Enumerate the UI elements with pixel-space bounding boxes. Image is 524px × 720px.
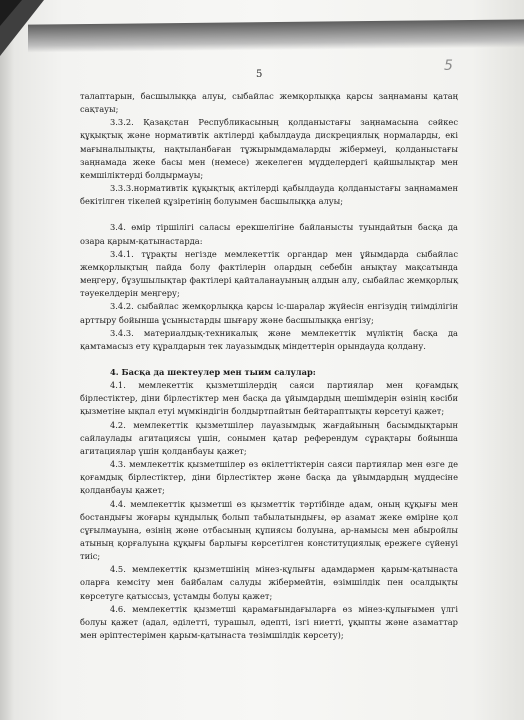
- paragraph-4-3: 4.3. мемлекеттік қызметшілер өз өкілеттіктерін саяси партиялар мен өзге де қоғамдық бірлестіктер, діни бірлестіктер және басқа да ұйымдардың мүддесіне қолданбауы қажет;: [80, 459, 458, 496]
- paragraph-4-5: 4.5. мемлекеттік қызметшінің мінез-құлығы адамдармен қарым-қатынаста оларға кемсіту мен байбалам салуды жібермейтін, өзімшілдік пен осалдықты көрсетуге қатыссыз, ұстамды болуы қажет;: [80, 564, 458, 601]
- paragraph-3-3-3: 3.3.3.нормативтік құқықтық актілерді қабылдауда қолданыстағы заңнамамен бекітілген тікелей құзіретінің болуымен басшылыққа алуы;: [80, 183, 458, 207]
- paragraph-4-4: 4.4. мемлекеттік қызметші өз қызметтік тәртібінде адам, оның құқығы мен бостандығы жоғары құндылық болып табылатындығы, әр азамат жеке өміріне қол сұғылмауына, өзінің және отбасының құпиясы болуына, ар-намысы мен абыройлы атының қорғалуына құқығы барлығы көрсетілген конституциялық ережеге сүйенуі тиіс;: [80, 498, 458, 562]
- paragraph-4-6: 4.6. мемлекеттік қызметші қарамағындағыларға өз мінез-құлығымен үлгі болуы қажет (адал, әділетті, турашыл, әдепті, ізгі ниетті, ұқыпты және азаматтар мен әріптестерімен қарым-қатынаста төзімшілдік көрсету);: [80, 603, 458, 641]
- paragraph-4-1: 4.1. мемлекеттік қызметшілердің саяси партиялар мен қоғамдық бірлестіктер, діни бірлестіктер мен басқа да ұйымдардың шешімдерін өзінің кәсіби қызметіне ықпал етуі мүмкіндігін болдыртпайтын бейтараптықты көрсетуі қажет;: [80, 380, 458, 417]
- page-number: 5: [256, 69, 263, 80]
- paragraph-3-4-1: 3.4.1. тұрақты негізде мемлекеттік органдар мен ұйымдарда сыбайлас жемқорлықтың пайда болу фактілерін олардың себебін анықтау мақсатында меңгеру, бұзушылықтар фактілері қайталанауының алдын алу, сыбайлас жемқорлық тәуекелдерін меңгеру;: [80, 248, 458, 299]
- document-body: [80, 90, 458, 642]
- paragraph-3-3-2: 3.3.2. Қазақстан Республикасының қолданыстағы заңнамасына сәйкес құқықтық және нормативтік актілерді қабылдауда дискрециялық нормаларды, екі мағыналылықты, нақтыланбаған тұжырымдамаларды жібермеуі, қолданыстағы заңнамада жеке басы мен (немесе) жекелеген мүдделердегі қайшылықтар мен кемшіліктерді болдырмауы;: [80, 117, 458, 180]
- section-4-heading: 4. Басқа да шектеулер мен тыим салулар:: [110, 366, 316, 377]
- paragraph-continuation: талаптарын, басшылыққа алуы, сыбайлас жемқорлыққа қарсы заңнаманы қатаң сақтауы;: [80, 91, 458, 115]
- folded-corner-inner: [0, 0, 22, 26]
- scan-left-shadow: [0, 40, 14, 720]
- paragraph-4-2: 4.2. мемлекеттік қызметшілер лауазымдық жағдайының басымдықтарын сайлаулады агитациясы үшін, сонымен қатар референдум сұрақтары бойынша агитациялар үшін қолданбауы қажет;: [80, 419, 458, 456]
- paragraph-3-4-3: 3.4.3. материалдық-техникалық және мемлекеттік мүліктің басқа да қамтамасыз ету құралдарын тек лауазымдық міндеттерін орындауда қолдану.: [80, 327, 458, 351]
- paragraph-3-4: 3.4. өмір тіршілігі саласы ерекшелігіне байланысты туындайтын басқа да озара қарым-қатынастарда:: [80, 222, 458, 246]
- paragraph-3-4-2: 3.4.2. сыбайлас жемқорлыққа қарсы іс-шаралар жүйесін енгізудің тиімділігін арттыру бойынша ұсыныстарды шығару және басшылыққа енгізу;: [80, 301, 458, 325]
- scan-top-shadow: [28, 19, 524, 52]
- handwritten-page-mark: 5: [444, 58, 453, 74]
